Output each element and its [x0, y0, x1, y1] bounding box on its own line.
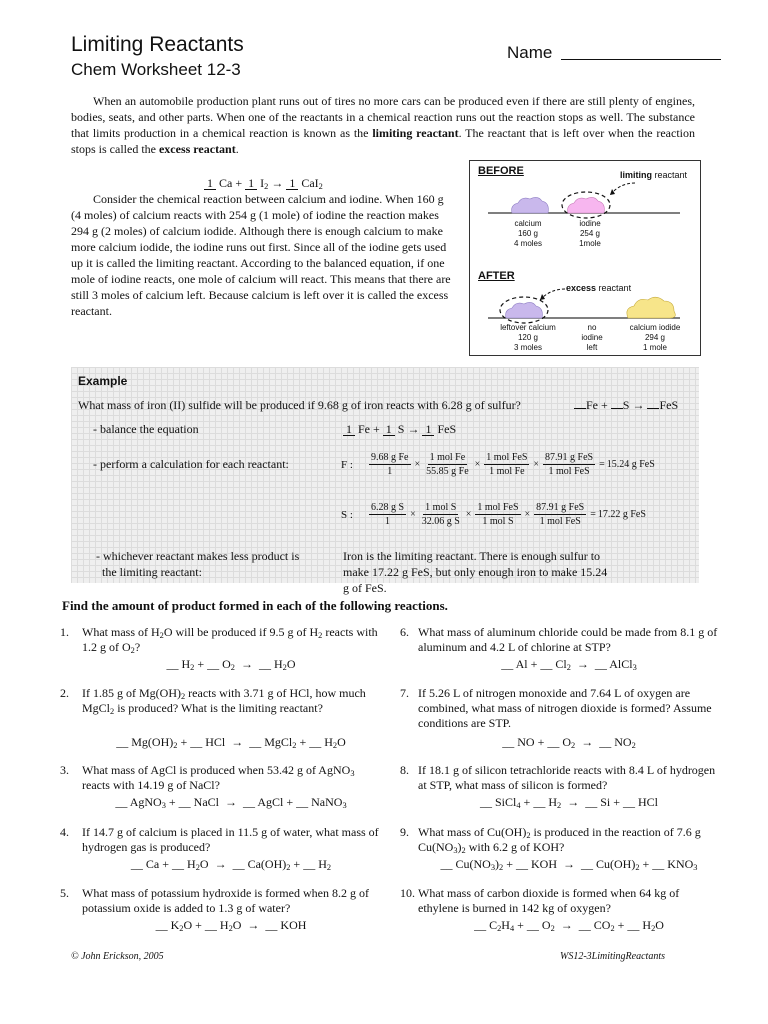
- excess-reactant-label: excess reactant: [566, 283, 632, 293]
- s-label: S :: [341, 508, 353, 521]
- question-7-equation: __ NO + __ $O_2$ → __ $NO_2$: [502, 735, 636, 750]
- question-5: 5. What mass of potassium hydroxide is formed when 8.2 g of potassium oxide is added to 1.3 g of water? __ $K_2O$ + __ $H_2O$ → __ KOH: [60, 886, 380, 934]
- fe-result: 15.24 g FeS: [606, 459, 655, 470]
- section-heading: Find the amount of product formed in each of the following reactions.: [62, 598, 448, 613]
- after-leftover-caption: leftover calcium 120 g 3 moles: [500, 323, 556, 352]
- footer-document-id: WS12-3LimitingReactants: [560, 951, 665, 962]
- after-label: AFTER: [478, 270, 515, 282]
- calcium-iodide-blob-icon: [627, 297, 675, 318]
- step-calculate: - perform a calculation for each reactant:: [93, 457, 289, 471]
- leftover-calcium-blob-icon: [506, 302, 543, 318]
- question-6-equation: __ Al + __ $Cl_2$ → __ AlCl$_3$: [501, 657, 637, 672]
- worksheet-title: Limiting Reactants: [71, 33, 244, 56]
- before-calcium-caption: calcium 160 g 4 moles: [513, 219, 542, 248]
- question-8: 8. If 18.1 g of silicon tetrachloride reacts with 8.4 L of hydrogen at STP, what mass of silicon is formed? __ SiCl$_4$ + __ $H_2$ → __ Si + __ HCl: [400, 763, 720, 811]
- question-10-equation: __ $C_2H_4$ + __ $O_2$ → __ $CO_2$ + __ $H_2O$: [474, 918, 664, 933]
- question-7: 7. If 5.26 L of nitrogen monoxide and 7.64 L of oxygen are combined, what mass of nitrogen dioxide is formed? Assume conditions are STP. __ NO + __ $O_2$ → __ $NO_2$: [400, 686, 720, 750]
- name-field[interactable]: [507, 43, 721, 63]
- calcium-iodine-paragraph: Consider the chemical reaction between calcium and iodine. When 160 g (4 moles) of calcium reacts with 254 g (1 mole) of iodine the reaction makes 294 g (2 moles) of calcium iodide. Although there is enough calcium to make more calcium iodide, the iodine runs out first. Since all of the iodine gets used up it is called the limiting reactant. According to the balanced equation, if one mole of iodine reacts, one mole of calcium will react. This means that there are still 3 moles of calcium left. Because calcium is left over it is called the excess reactant.: [71, 192, 451, 318]
- name-underline: [561, 59, 721, 60]
- question-6: 6. What mass of aluminum chloride could be made from 8.1 g of aluminum and 4.2 L of chlorine at STP? __ Al + __ $Cl_2$ → __ AlCl$_3$: [400, 625, 720, 673]
- footer-copyright: © John Erickson, 2005: [71, 951, 164, 962]
- question-5-equation: __ $K_2O$ + __ $H_2O$ → __ KOH: [155, 918, 307, 933]
- name-label: Name: [507, 43, 553, 62]
- question-9-equation: __ $Cu(NO_3)_2$ + __ KOH → __ $Cu(OH)_2$ + __ $KNO_3$: [440, 857, 698, 872]
- before-label: BEFORE: [478, 165, 524, 177]
- question-4-equation: __ Ca + __ $H_2O$ → __ $Ca(OH)_2$ + __ $H_2$: [130, 857, 332, 872]
- question-4: 4. If 14.7 g of calcium is placed in 11.5 g of water, what mass of hydrogen gas is produced? __ Ca + __ $H_2O$ → __ $Ca(OH)_2$ + __ $H_2$: [60, 825, 379, 872]
- intro-paragraph: When an automobile production plant runs out of tires no more cars can be produced even if there are still plenty of engines, bodies, seats, and other parts. When one of the reactants in a chemical reaction runs out the reaction stops as well. The substance that limits production in a chemical reaction is known as the limiting reactant. The reactant that is left over when the reaction stops is called the excess reactant.: [71, 94, 695, 156]
- after-cai2-caption: calcium iodide 294 g 1 mole: [629, 323, 681, 352]
- question-10: 10. What mass of carbon dioxide is formed when 64 kg of ethylene is burned in 142 kg of oxygen? __ $C_2H_4$ + __ $O_2$ → __ $CO_2$ + __ $H_2O$: [400, 886, 720, 934]
- s-calculation: S : $\frac{\text{6.28 g S}}{1}$ × $\frac{\text{1 mol S}}{\text{32.06 g S}}$ × $\frac{\text{1 mol FeS}}{\text{1 mol S}}$ × $\frac{\text{87.91 g FeS}}{\text{1 mol FeS}}$ = 17.22 g FeS: [341, 502, 646, 527]
- fe-label: F :: [341, 458, 353, 471]
- s-result: 17.22 g FeS: [597, 509, 646, 520]
- balanced-equation: 1 Fe + 1 S → 1 FeS: [343, 421, 456, 437]
- question-2: 2. If 1.85 g of $Mg(OH)_2$ reacts with 3.71 g of HCl, how much MgCl$_2$ is produced? What is the limiting reactant? __ $Mg(OH)_2$ + __ HCl → __ MgCl$_2$ + __ $H_2O$: [60, 686, 380, 750]
- question-3-equation: __ AgNO$_3$ + __ NaCl → __ AgCl + __ NaNO$_3$: [115, 795, 347, 810]
- example-heading: Example: [78, 374, 128, 388]
- step-balance: - balance the equation: [93, 422, 199, 436]
- example-conclusion: Iron is the limiting reactant. There is enough sulfur to make 17.22 g FeS, but only enough iron to make 15.24 g of FeS.: [343, 549, 608, 595]
- calcium-iodine-equation: 1 Ca + 1 $I_2 \to 1$ CaI$_2$: [204, 175, 323, 191]
- example-question: What mass of iron (II) sulfide will be produced if 9.68 g of iron reacts with 6.28 g of sulfur?: [78, 398, 521, 412]
- question-9: 9. What mass of $Cu(OH)_2$ is produced in the reaction of 7.6 g $Cu(NO_3)_2$ with 6.2 g of KOH? __ $Cu(NO_3)_2$ + __ KOH → __ $Cu(OH)_2$ + __ $KNO_3$: [400, 825, 720, 873]
- example-question-equation: Fe + S → FeS: [574, 397, 678, 413]
- example-box: [71, 367, 699, 595]
- calcium-blob-icon: [512, 197, 549, 213]
- question-3: 3. What mass of AgCl is produced when 53.42 g of AgNO$_3$ reacts with 14.19 g of NaCl? __ AgNO$_3$ + __ NaCl → __ AgCl + __ NaNO$_3$: [60, 763, 380, 811]
- step-whichever: - whichever reactant makes less product is the limiting reactant:: [96, 549, 300, 579]
- after-noiodine-caption: no iodine left: [581, 323, 603, 352]
- question-1-equation: __ $H_2$ + __ $O_2$ → __ $H_2O$: [166, 657, 296, 672]
- question-1: 1. What mass of $H_2O$ will be produced if 9.5 g of $H_2$ reacts with 1.2 g of $O_2$? __ $H_2$ + __ $O_2$ → __ $H_2O$: [60, 625, 380, 673]
- worksheet-subtitle: Chem Worksheet 12-3: [71, 60, 241, 79]
- question-2-equation: __ $Mg(OH)_2$ + __ HCl → __ MgCl$_2$ + __ $H_2O$: [116, 735, 346, 750]
- before-after-diagram: [469, 160, 701, 356]
- iodine-blob-icon: [568, 197, 605, 213]
- fe-calculation: F : $\frac{\text{9.68 g Fe}}{1}$ × $\frac{\text{1 mol Fe}}{\text{55.85 g Fe}}$ × $\frac{\text{1 mol FeS}}{\text{1 mol Fe}}$ × $\frac{\text{87.91 g FeS}}{\text{1 mol FeS}}$ = 15.24 g FeS: [341, 452, 655, 477]
- question-8-equation: __ SiCl$_4$ + __ $H_2$ → __ Si + __ HCl: [480, 795, 658, 810]
- limiting-reactant-label: limiting reactant: [620, 170, 688, 180]
- before-iodine-caption: iodine 254 g 1mole: [579, 219, 601, 248]
